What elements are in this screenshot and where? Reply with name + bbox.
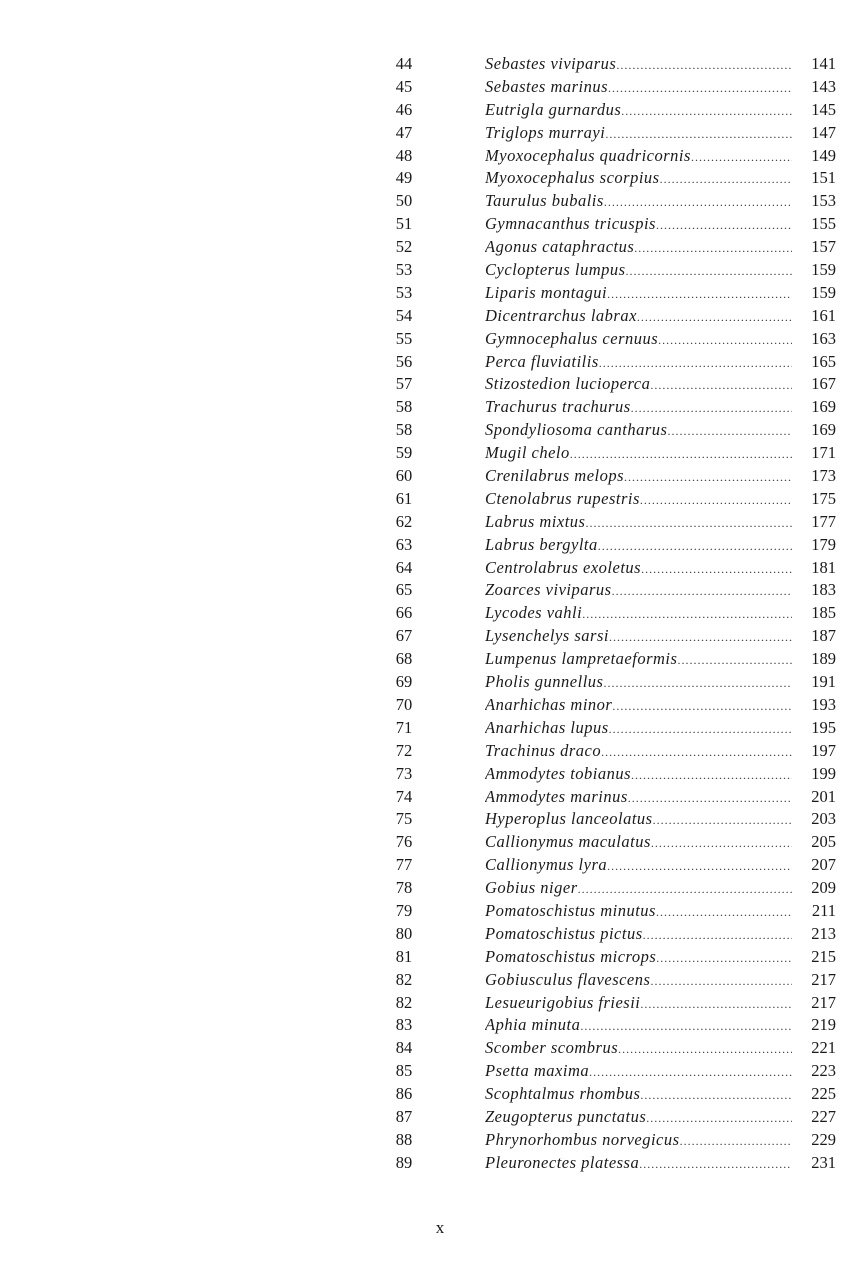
species-leader bbox=[485, 442, 792, 466]
page-reference: 167 bbox=[811, 374, 836, 394]
plate-number: 89 bbox=[395, 1152, 413, 1172]
toc-entry bbox=[380, 1037, 840, 1060]
species-leader bbox=[485, 1037, 792, 1061]
species-leader bbox=[485, 740, 792, 764]
species-leader bbox=[485, 763, 792, 787]
species-name: Lycodes vahli bbox=[485, 603, 583, 623]
page-reference: 185 bbox=[811, 603, 836, 623]
plate-number: 60 bbox=[395, 466, 413, 486]
toc-entry bbox=[380, 76, 840, 99]
plate-number: 68 bbox=[395, 649, 413, 669]
species-name: Callionymus maculatus bbox=[485, 832, 651, 852]
plate-number: 47 bbox=[395, 122, 413, 142]
species-name: Scophtalmus rhombus bbox=[485, 1084, 641, 1104]
plate-number: 52 bbox=[395, 237, 413, 257]
toc-entry bbox=[380, 854, 840, 877]
page-reference: 191 bbox=[811, 672, 836, 692]
dot-leader bbox=[603, 672, 792, 695]
dot-leader bbox=[656, 214, 792, 237]
species-leader bbox=[485, 1106, 792, 1130]
toc-entry bbox=[380, 282, 840, 305]
page-reference: 223 bbox=[811, 1061, 836, 1081]
species-leader bbox=[485, 99, 792, 123]
dot-leader bbox=[658, 329, 792, 352]
species-leader bbox=[485, 213, 792, 237]
toc-entry bbox=[380, 465, 840, 488]
page-reference: 195 bbox=[811, 717, 836, 737]
toc-entry bbox=[380, 923, 840, 946]
page-reference: 165 bbox=[811, 351, 836, 371]
toc-entry bbox=[380, 648, 840, 671]
toc-entry bbox=[380, 1014, 840, 1037]
page-reference: 229 bbox=[811, 1129, 836, 1149]
page-reference: 231 bbox=[811, 1152, 836, 1172]
dot-leader bbox=[589, 1061, 792, 1084]
table-of-contents bbox=[380, 53, 840, 1175]
species-name: Sebastes marinus bbox=[485, 76, 609, 96]
plate-number: 71 bbox=[395, 717, 413, 737]
toc-entry bbox=[380, 946, 840, 969]
page-reference: 169 bbox=[811, 397, 836, 417]
species-name: Sebastes viviparus bbox=[485, 54, 617, 73]
plate-number: 67 bbox=[395, 626, 413, 646]
species-name: Zoarces viviparus bbox=[485, 580, 612, 600]
species-leader bbox=[485, 53, 792, 77]
species-leader bbox=[485, 328, 792, 352]
species-leader bbox=[485, 671, 792, 695]
page-reference: 205 bbox=[811, 832, 836, 852]
dot-leader bbox=[582, 603, 792, 626]
page-reference: 217 bbox=[811, 969, 836, 989]
toc-entry bbox=[380, 122, 840, 145]
page-reference: 141 bbox=[811, 54, 836, 73]
toc-entry bbox=[380, 602, 840, 625]
species-leader bbox=[485, 877, 792, 901]
toc-entry bbox=[380, 351, 840, 374]
plate-number: 63 bbox=[395, 534, 413, 554]
species-name: Perca fluviatilis bbox=[485, 351, 599, 371]
dot-leader bbox=[640, 489, 792, 512]
species-name: Ammodytes tobianus bbox=[485, 763, 632, 783]
plate-number: 50 bbox=[395, 191, 413, 211]
toc-entry bbox=[380, 534, 840, 557]
toc-entry bbox=[380, 259, 840, 282]
toc-entry bbox=[380, 877, 840, 900]
species-leader bbox=[485, 717, 792, 741]
species-name: Hyperoplus lanceolatus bbox=[485, 809, 653, 829]
plate-number: 65 bbox=[395, 580, 413, 600]
plate-number: 73 bbox=[395, 763, 413, 783]
plate-number: 74 bbox=[395, 786, 413, 806]
plate-number: 66 bbox=[395, 603, 413, 623]
toc-entry bbox=[380, 305, 840, 328]
dot-leader bbox=[612, 695, 792, 718]
toc-entry bbox=[380, 900, 840, 923]
toc-entry bbox=[380, 511, 840, 534]
species-leader bbox=[485, 122, 792, 146]
dot-leader bbox=[677, 649, 792, 672]
plate-number: 55 bbox=[395, 328, 413, 348]
dot-leader bbox=[601, 741, 792, 764]
plate-number: 83 bbox=[395, 1015, 413, 1035]
toc-entry bbox=[380, 1129, 840, 1152]
page-reference: 217 bbox=[811, 992, 836, 1012]
species-name: Taurulus bubalis bbox=[485, 191, 604, 211]
species-name: Trachurus trachurus bbox=[485, 397, 631, 417]
species-leader bbox=[485, 511, 792, 535]
species-name: Scomber scombrus bbox=[485, 1038, 619, 1058]
dot-leader bbox=[616, 54, 792, 77]
toc-entry bbox=[380, 442, 840, 465]
dot-leader bbox=[660, 168, 792, 191]
page-reference: 161 bbox=[811, 305, 836, 325]
species-leader bbox=[485, 557, 792, 581]
toc-entry bbox=[380, 1060, 840, 1083]
species-name: Gobius niger bbox=[485, 878, 578, 898]
plate-number: 59 bbox=[395, 443, 413, 463]
plate-number: 81 bbox=[395, 946, 413, 966]
dot-leader bbox=[609, 626, 792, 649]
toc-entry bbox=[380, 1152, 840, 1175]
species-name: Pomatoschistus microps bbox=[485, 946, 657, 966]
species-leader bbox=[485, 465, 792, 489]
species-leader bbox=[485, 946, 792, 970]
plate-number: 54 bbox=[395, 305, 413, 325]
species-leader bbox=[485, 602, 792, 626]
page-reference: 199 bbox=[811, 763, 836, 783]
page-reference: 211 bbox=[811, 900, 836, 920]
toc-entry bbox=[380, 831, 840, 854]
page-reference: 173 bbox=[811, 466, 836, 486]
toc-entry bbox=[380, 213, 840, 236]
toc-entry bbox=[380, 1106, 840, 1129]
dot-leader bbox=[608, 77, 792, 100]
dot-leader bbox=[651, 832, 792, 855]
species-leader bbox=[485, 488, 792, 512]
page-reference: 225 bbox=[811, 1084, 836, 1104]
toc-entry bbox=[380, 190, 840, 213]
species-name: Stizostedion lucioperca bbox=[485, 374, 651, 394]
species-name: Lumpenus lampretaeformis bbox=[485, 649, 678, 669]
species-name: Crenilabrus melops bbox=[485, 466, 625, 486]
dot-leader bbox=[604, 191, 792, 214]
species-leader bbox=[485, 969, 792, 993]
dot-leader bbox=[656, 947, 792, 970]
plate-number: 84 bbox=[395, 1038, 413, 1058]
species-name: Gobiusculus flavescens bbox=[485, 969, 651, 989]
dot-leader bbox=[637, 306, 792, 329]
species-leader bbox=[485, 831, 792, 855]
species-leader bbox=[485, 396, 792, 420]
species-name: Centrolabrus exoletus bbox=[485, 557, 642, 577]
species-leader bbox=[485, 1083, 792, 1107]
plate-number: 64 bbox=[395, 557, 413, 577]
species-name: Cyclopterus lumpus bbox=[485, 260, 626, 280]
page-reference: 159 bbox=[811, 260, 836, 280]
toc-entry bbox=[380, 992, 840, 1015]
plate-number: 76 bbox=[395, 832, 413, 852]
dot-leader bbox=[607, 855, 792, 878]
species-leader bbox=[485, 694, 792, 718]
page-reference: 151 bbox=[811, 168, 836, 188]
species-name: Mugil chelo bbox=[485, 443, 570, 463]
species-name: Lysenchelys sarsi bbox=[485, 626, 609, 646]
page-number: x bbox=[435, 1218, 445, 1237]
plate-number: 56 bbox=[395, 351, 413, 371]
toc-entry bbox=[380, 167, 840, 190]
species-name: Trachinus draco bbox=[485, 740, 602, 760]
page-reference: 153 bbox=[811, 191, 836, 211]
species-name: Ctenolabrus rupestris bbox=[485, 488, 640, 508]
species-leader bbox=[485, 76, 792, 100]
dot-leader bbox=[650, 970, 792, 993]
plate-number: 79 bbox=[395, 900, 413, 920]
dot-leader bbox=[634, 237, 792, 260]
toc-entry bbox=[380, 396, 840, 419]
toc-entry bbox=[380, 786, 840, 809]
page-reference: 207 bbox=[811, 855, 836, 875]
page-reference: 227 bbox=[811, 1106, 836, 1126]
species-name: Labrus bergylta bbox=[485, 534, 598, 554]
toc-entry bbox=[380, 328, 840, 351]
species-leader bbox=[485, 351, 792, 375]
toc-entry bbox=[380, 145, 840, 168]
toc-entry bbox=[380, 99, 840, 122]
plate-number: 44 bbox=[395, 54, 413, 73]
toc-entry bbox=[380, 694, 840, 717]
species-name: Lesueurigobius friesii bbox=[485, 992, 641, 1012]
toc-entry bbox=[380, 373, 840, 396]
plate-number: 78 bbox=[395, 878, 413, 898]
dot-leader bbox=[612, 580, 792, 603]
page-reference: 215 bbox=[811, 946, 836, 966]
page-reference: 179 bbox=[811, 534, 836, 554]
species-name: Pholis gunnellus bbox=[485, 672, 604, 692]
species-name: Ammodytes marinus bbox=[485, 786, 628, 806]
species-leader bbox=[485, 923, 792, 947]
species-leader bbox=[485, 145, 792, 169]
species-name: Eutrigla gurnardus bbox=[485, 99, 622, 119]
page-reference: 147 bbox=[811, 122, 836, 142]
toc-entry bbox=[380, 236, 840, 259]
species-name: Gymnocephalus cernuus bbox=[485, 328, 659, 348]
species-leader bbox=[485, 1014, 792, 1038]
species-leader bbox=[485, 625, 792, 649]
page-reference: 169 bbox=[811, 420, 836, 440]
species-name: Anarhichas lupus bbox=[485, 717, 609, 737]
species-name: Phrynorhombus norvegicus bbox=[485, 1129, 680, 1149]
dot-leader bbox=[585, 512, 792, 535]
page-reference: 163 bbox=[811, 328, 836, 348]
species-leader bbox=[485, 579, 792, 603]
species-name: Triglops murrayi bbox=[485, 122, 606, 142]
plate-number: 48 bbox=[395, 145, 413, 165]
species-leader bbox=[485, 373, 792, 397]
plate-number: 49 bbox=[395, 168, 413, 188]
species-leader bbox=[485, 259, 792, 283]
species-name: Liparis montagui bbox=[485, 282, 608, 302]
dot-leader bbox=[667, 420, 792, 443]
plate-number: 70 bbox=[395, 694, 413, 714]
toc-entry bbox=[380, 625, 840, 648]
plate-number: 72 bbox=[395, 740, 413, 760]
dot-leader bbox=[680, 1130, 792, 1153]
dot-leader bbox=[605, 123, 792, 146]
species-name: Spondyliosoma cantharus bbox=[485, 420, 668, 440]
page-reference: 219 bbox=[811, 1015, 836, 1035]
species-leader bbox=[485, 648, 792, 672]
species-name: Dicentrarchus labrax bbox=[485, 305, 637, 325]
toc-entry bbox=[380, 53, 840, 76]
species-name: Psetta maxima bbox=[485, 1061, 590, 1081]
plate-number: 57 bbox=[395, 374, 413, 394]
plate-number: 80 bbox=[395, 923, 413, 943]
page-reference: 183 bbox=[811, 580, 836, 600]
plate-number: 61 bbox=[395, 488, 413, 508]
dot-leader bbox=[607, 283, 792, 306]
toc-entry bbox=[380, 671, 840, 694]
dot-leader bbox=[631, 397, 792, 420]
dot-leader bbox=[624, 466, 792, 489]
page-reference: 203 bbox=[811, 809, 836, 829]
species-leader bbox=[485, 854, 792, 878]
page-reference: 159 bbox=[811, 282, 836, 302]
species-name: Zeugopterus punctatus bbox=[485, 1106, 647, 1126]
species-name: Aphia minuta bbox=[485, 1015, 581, 1035]
plate-number: 82 bbox=[395, 992, 413, 1012]
dot-leader bbox=[640, 1084, 792, 1107]
species-leader bbox=[485, 1060, 792, 1084]
dot-leader bbox=[631, 764, 792, 787]
toc-entry bbox=[380, 808, 840, 831]
species-leader bbox=[485, 167, 792, 191]
species-leader bbox=[485, 1129, 792, 1153]
species-name: Labrus mixtus bbox=[485, 511, 586, 531]
plate-number: 53 bbox=[395, 282, 413, 302]
species-name: Pomatoschistus pictus bbox=[485, 923, 643, 943]
species-leader bbox=[485, 808, 792, 832]
plate-number: 85 bbox=[395, 1061, 413, 1081]
dot-leader bbox=[626, 260, 792, 283]
species-leader bbox=[485, 282, 792, 306]
toc-entry bbox=[380, 419, 840, 442]
species-leader bbox=[485, 992, 792, 1016]
plate-number: 53 bbox=[395, 260, 413, 280]
species-leader bbox=[485, 1152, 792, 1176]
plate-number: 88 bbox=[395, 1129, 413, 1149]
species-leader bbox=[485, 419, 792, 443]
plate-number: 69 bbox=[395, 672, 413, 692]
plate-number: 58 bbox=[395, 420, 413, 440]
page-reference: 149 bbox=[811, 145, 836, 165]
species-name: Pomatoschistus minutus bbox=[485, 900, 656, 920]
dot-leader bbox=[628, 787, 792, 810]
page-reference: 201 bbox=[811, 786, 836, 806]
species-leader bbox=[485, 190, 792, 214]
species-name: Anarhichas minor bbox=[485, 694, 613, 714]
page-reference: 177 bbox=[811, 511, 836, 531]
plate-number: 58 bbox=[395, 397, 413, 417]
plate-number: 77 bbox=[395, 855, 413, 875]
plate-number: 75 bbox=[395, 809, 413, 829]
dot-leader bbox=[646, 1107, 792, 1130]
dot-leader bbox=[639, 1153, 792, 1176]
dot-leader bbox=[641, 558, 792, 581]
toc-entry bbox=[380, 488, 840, 511]
page-reference: 181 bbox=[811, 557, 836, 577]
page-reference: 213 bbox=[811, 923, 836, 943]
page-reference: 189 bbox=[811, 649, 836, 669]
toc-entry bbox=[380, 763, 840, 786]
page-reference: 193 bbox=[811, 694, 836, 714]
species-name: Myoxocephalus quadricornis bbox=[485, 145, 691, 165]
dot-leader bbox=[621, 100, 792, 123]
species-leader bbox=[485, 534, 792, 558]
plate-number: 82 bbox=[395, 969, 413, 989]
plate-number: 86 bbox=[395, 1084, 413, 1104]
species-name: Myoxocephalus scorpius bbox=[485, 168, 660, 188]
dot-leader bbox=[598, 535, 792, 558]
page-reference: 221 bbox=[811, 1038, 836, 1058]
page-reference: 209 bbox=[811, 878, 836, 898]
plate-number: 46 bbox=[395, 99, 413, 119]
plate-number: 51 bbox=[395, 214, 413, 234]
toc-entry bbox=[380, 969, 840, 992]
page-reference: 175 bbox=[811, 488, 836, 508]
dot-leader bbox=[653, 809, 792, 832]
species-name: Agonus cataphractus bbox=[485, 237, 635, 257]
dot-leader bbox=[580, 1015, 792, 1038]
plate-number: 45 bbox=[395, 76, 413, 96]
dot-leader bbox=[570, 443, 792, 466]
page-reference: 155 bbox=[811, 214, 836, 234]
dot-leader bbox=[643, 924, 792, 947]
toc-entry bbox=[380, 740, 840, 763]
toc-entry bbox=[380, 557, 840, 580]
toc-entry bbox=[380, 579, 840, 602]
dot-leader bbox=[609, 718, 792, 741]
species-name: Callionymus lyra bbox=[485, 855, 608, 875]
page-reference: 157 bbox=[811, 237, 836, 257]
species-leader bbox=[485, 305, 792, 329]
dot-leader bbox=[691, 146, 792, 169]
dot-leader bbox=[640, 993, 792, 1016]
species-leader bbox=[485, 900, 792, 924]
page-reference: 145 bbox=[811, 99, 836, 119]
species-leader bbox=[485, 786, 792, 810]
dot-leader bbox=[599, 352, 792, 375]
dot-leader bbox=[656, 901, 792, 924]
page-reference: 143 bbox=[811, 76, 836, 96]
dot-leader bbox=[578, 878, 792, 901]
species-leader bbox=[485, 236, 792, 260]
species-name: Pleuronectes platessa bbox=[485, 1152, 640, 1172]
toc-entry bbox=[380, 717, 840, 740]
plate-number: 62 bbox=[395, 511, 413, 531]
toc-entry bbox=[380, 1083, 840, 1106]
plate-number: 87 bbox=[395, 1106, 413, 1126]
dot-leader bbox=[650, 374, 792, 397]
page-reference: 187 bbox=[811, 626, 836, 646]
page-reference: 197 bbox=[811, 740, 836, 760]
dot-leader bbox=[618, 1038, 792, 1061]
page-reference: 171 bbox=[811, 443, 836, 463]
species-name: Gymnacanthus tricuspis bbox=[485, 214, 656, 234]
